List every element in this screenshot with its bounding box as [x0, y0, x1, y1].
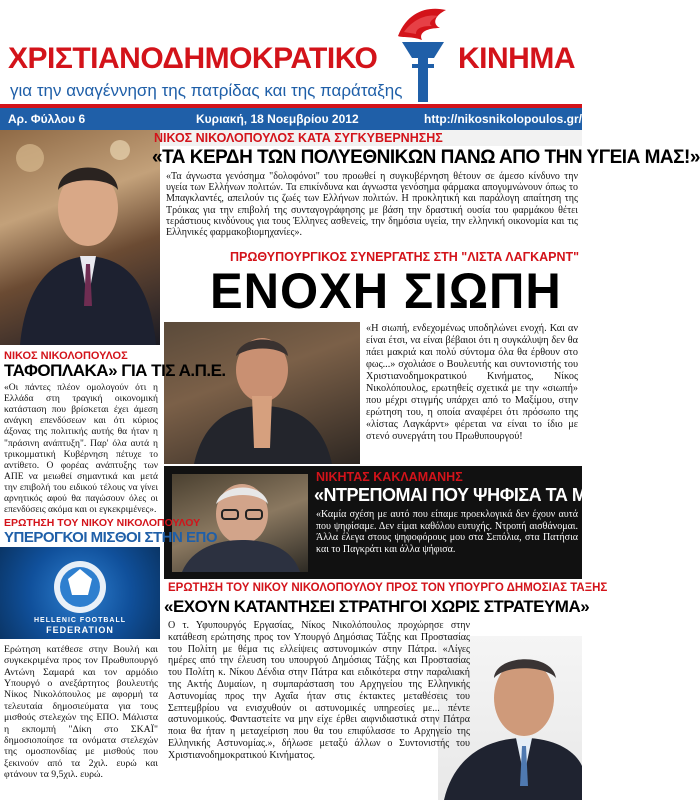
- epo-logo-text-line2: FEDERATION: [46, 625, 114, 635]
- info-bar: [0, 108, 582, 130]
- story6-kicker: ΕΡΩΤΗΣΗ ΤΟΥ ΝΙΚΟΥ ΝΙΚΟΛΟΠΟΥΛΟΥ ΠΡΟΣ ΤΟΝ ΥΠΟΥΡΓΟ ΔΗΜΟΣΙΑΣ ΤΑΞΗΣ: [168, 582, 608, 594]
- masthead-subtitle: για την αναγέννηση της πατρίδας και της παράταξης: [10, 81, 403, 100]
- person-portrait-icon: [0, 130, 160, 345]
- story3-body: «Οι πάντες πλέον ομολογούν ότι η Ελλάδα στη τραγική οικονομική κατάσταση που βρίσκεται έχει άμεση ανάγκη επενδύσεων και ότι κύριος άξονας της πολιτικής αυτής θα ήταν η "πράσινη ανάπτυξη". Παρ' όλα αυτά η τρικομματική Κυβέρνηση πέτυχε το αντίθετο. Ο φορέας ανάπτυξης των ΑΠΕ να μειωθεί σημαντικά και μετά την επιβολή του ειδικού τέλους να γίνει αρνητικός αφού θα παγώσουν όλες οι επενδύσεις ακόμα και οι εγκεκριμένες».: [4, 383, 158, 516]
- story5-kicker: ΕΡΩΤΗΣΗ ΤΟΥ ΝΙΚΟΥ ΝΙΚΟΛΟΠΟΥΛΟΥ: [4, 517, 201, 529]
- photo-samaras: [164, 322, 360, 464]
- story6-headline: «ΕΧΟΥΝ ΚΑΤΑΝΤΗΣΕΙ ΣΤΡΑΤΗΓΟΙ ΧΩΡΙΣ ΣΤΡΑΤΕΥΜΑ»: [164, 597, 590, 616]
- masthead-title-right: ΚΙΝΗΜΑ: [458, 42, 575, 75]
- epo-logo-text-line1: HELLENIC FOOTBALL: [33, 617, 127, 624]
- photo-nikolopoulos-top: [0, 130, 160, 345]
- issue-date: Κυριακή, 18 Νοεμβρίου 2012: [196, 112, 359, 126]
- story4-body: «Καμία σχέση με αυτό που είπαμε προεκλογικά δεν έχουν αυτά που ψηφίσαμε. Δεν είμαι καθόλου ευτυχής. Ντροπή αισθάνομαι. Άλλα έλεγα στους ψηφοφόρους μου στα Σεπόλια, στα Πατήσια και το Παγκράτι και άλλα ψήφισα.: [316, 509, 578, 555]
- story2-body: «Η σιωπή, ενδεχομένως υποδηλώνει ενοχή. Και αν είναι έτσι, να είναι βέβαιοι ότι η συγκάλυψη δεν θα πάει μακριά και πολύ σύντομα όλα θα έρθουν στο φως...» σχολιάσε ο Βουλευτής και συντονιστής του Χριστιανοδημοκρατικού Κινήματος, Νίκος Νικολόπουλος, ερωτηθείς σχετικά με την «σιωπή» που μέχρι στιγμής υπάρχει από το Μαξίμου, στην ερώτηση του, η οποία αναφέρει ότι πρόσωπο της «λίστας Λαγκάρντ» φέρεται να είναι το ίδιο με στενό συνεργάτη του Πρωθυπουργού!: [366, 323, 578, 443]
- story1-body: «Τα άγνωστα γενόσημα "δολοφόνοι" του προωθεί η συγκυβέρνηση θέτουν σε άμεσο κίνδυνο την υγεία των Ελλήνων πολιτών. Τα επικίνδυνα και άγνωστα γενόσημα φάρμακα απογυμνώνουν όπως το Μπαγκλαντές, απειλούν τις ζωές των Ελλήνων πολιτών. Η προκλητική και παράλογη απαίτηση της Τρόικας για την επιβολή της συνταγογράφησης με βάση την δραστική ουσία του φαρμάκου θέτει τεράστιους κινδύνους για τους Έλληνες ασθενείς, την δημόσια υγεία, την ελληνική οικονομία και τις Ελληνικές φαρμακοβιομηχανίες».: [166, 171, 578, 238]
- story3-kicker: ΝΙΚΟΣ ΝΙΚΟΛΟΠΟΥΛΟΣ: [4, 350, 128, 362]
- masthead-title: [8, 42, 575, 76]
- story2-headline: ΕΝΟΧΗ ΣΙΩΠΗ: [210, 263, 562, 319]
- story1-kicker: ΝΙΚΟΣ ΝΙΚΟΛΟΠΟΥΛΟΣ ΚΑΤΑ ΣΥΓΚΥΒΕΡΝΗΣΗΣ: [154, 131, 443, 145]
- masthead-title-left: ΧΡΙΣΤΙΑΝΟΔΗΜΟΚΡΑΤΙΚΟ: [8, 42, 378, 75]
- story4-headline: «ΝΤΡΕΠΟΜΑΙ ΠΟΥ ΨΗΦΙΣΑ ΤΑ ΜΕΤΡΑ»: [314, 485, 641, 505]
- story5-body: Ερώτηση κατέθεσε στην Βουλή και συγκεκριμένα προς τον Πρωθυπουργό Αντώνη Σαμαρά και τον αρμόδιο Υπουργό ο ανεξάρτητος βουλευτής Νίκος Νικολόπουλος με αφορμή τα τελευταία δημοσιεύματα για τους μισθούς στελεχών της ΕΠΟ. Μάλιστα η εκπομπή "Δίκη στο ΣΚΑΪ" δημοσιοποίησε τα ονόματα στελεχών της ομοσπονδίας με μισθούς που ξεκινούν από τα 2χιλ. ευρώ και φτάνουν τα 9,5χιλ. ευρώ.: [4, 644, 158, 780]
- story4-kicker: ΝΙΚΗΤΑΣ ΚΑΚΛΑΜΑΝΗΣ: [316, 470, 463, 484]
- story2-kicker: ΠΡΩΘΥΠΟΥΡΓΙΚΟΣ ΣΥΝΕΡΓΑΤΗΣ ΣΤΗ "ΛΙΣΤΑ ΛΑΓΚΑΡΝΤ": [230, 250, 580, 264]
- epo-logo-panel: [0, 547, 160, 639]
- site-url[interactable]: http://nikosnikolopoulos.gr/: [424, 112, 582, 126]
- story5-headline: ΥΠΕΡΟΓΚΟΙ ΜΙΣΘΟΙ ΣΤΗΝ ΕΠΟ: [4, 529, 218, 546]
- issue-number: Αρ. Φύλλου 6: [8, 112, 86, 126]
- story3-headline: ΤΑΦΟΠΛΑΚΑ» ΓΙΑ ΤΙΣ Α.Π.Ε.: [4, 361, 226, 380]
- person-praying-icon: [164, 322, 360, 464]
- masthead: [0, 0, 582, 108]
- story6-body: Ο τ. Υφυπουργός Εργασίας, Νίκος Νικολόπουλος προχώρησε στην κατάθεση ερώτησης προς τον Υπουργό Δημόσιας Τάξης και Προστασίας του Πολίτη με θέμα τις ελλείψεις αστυνομικών στην Πάτρα. «Λίγες ημέρες από την έλευση του υπουργού Δημόσιας Τάξης και Προστασίας του Πολίτη κ. Νίκου Δένδια στην Πάτρα και ειδικότερα στην παραλιακή της Ακτής Δυμαίων, η συμπαράσταση του Αρχηγείου της Ελληνικής Αστυνομίας προς την Αχαΐα ήταν στις έκτακτες μεταθέσεις του Σεπτεμβρίου να ενισχυθούν οι αστυνομικές υπηρεσίες με... πέντε αστυνομικούς. Φανταστείτε να μην είχε έρθει αιφνιδιαστικά στην Πάτρα ποια θα ήταν η μεταχείριση που θα του επιφύλασσε το Αρχηγείο της Ελληνικής Αστυνομίας.», δήλωσε μεταξύ άλλων ο Συντονιστής του Χριστιανοδημοκρατικού Κινήματος.: [168, 620, 470, 761]
- story1-headline: «ΤΑ ΚΕΡΔΗ ΤΩΝ ΠΟΛΥΕΘΝΙΚΩΝ ΠΑΝΩ ΑΠΟ ΤΗΝ ΥΓΕΙΑ ΜΑΣ!»: [152, 147, 700, 168]
